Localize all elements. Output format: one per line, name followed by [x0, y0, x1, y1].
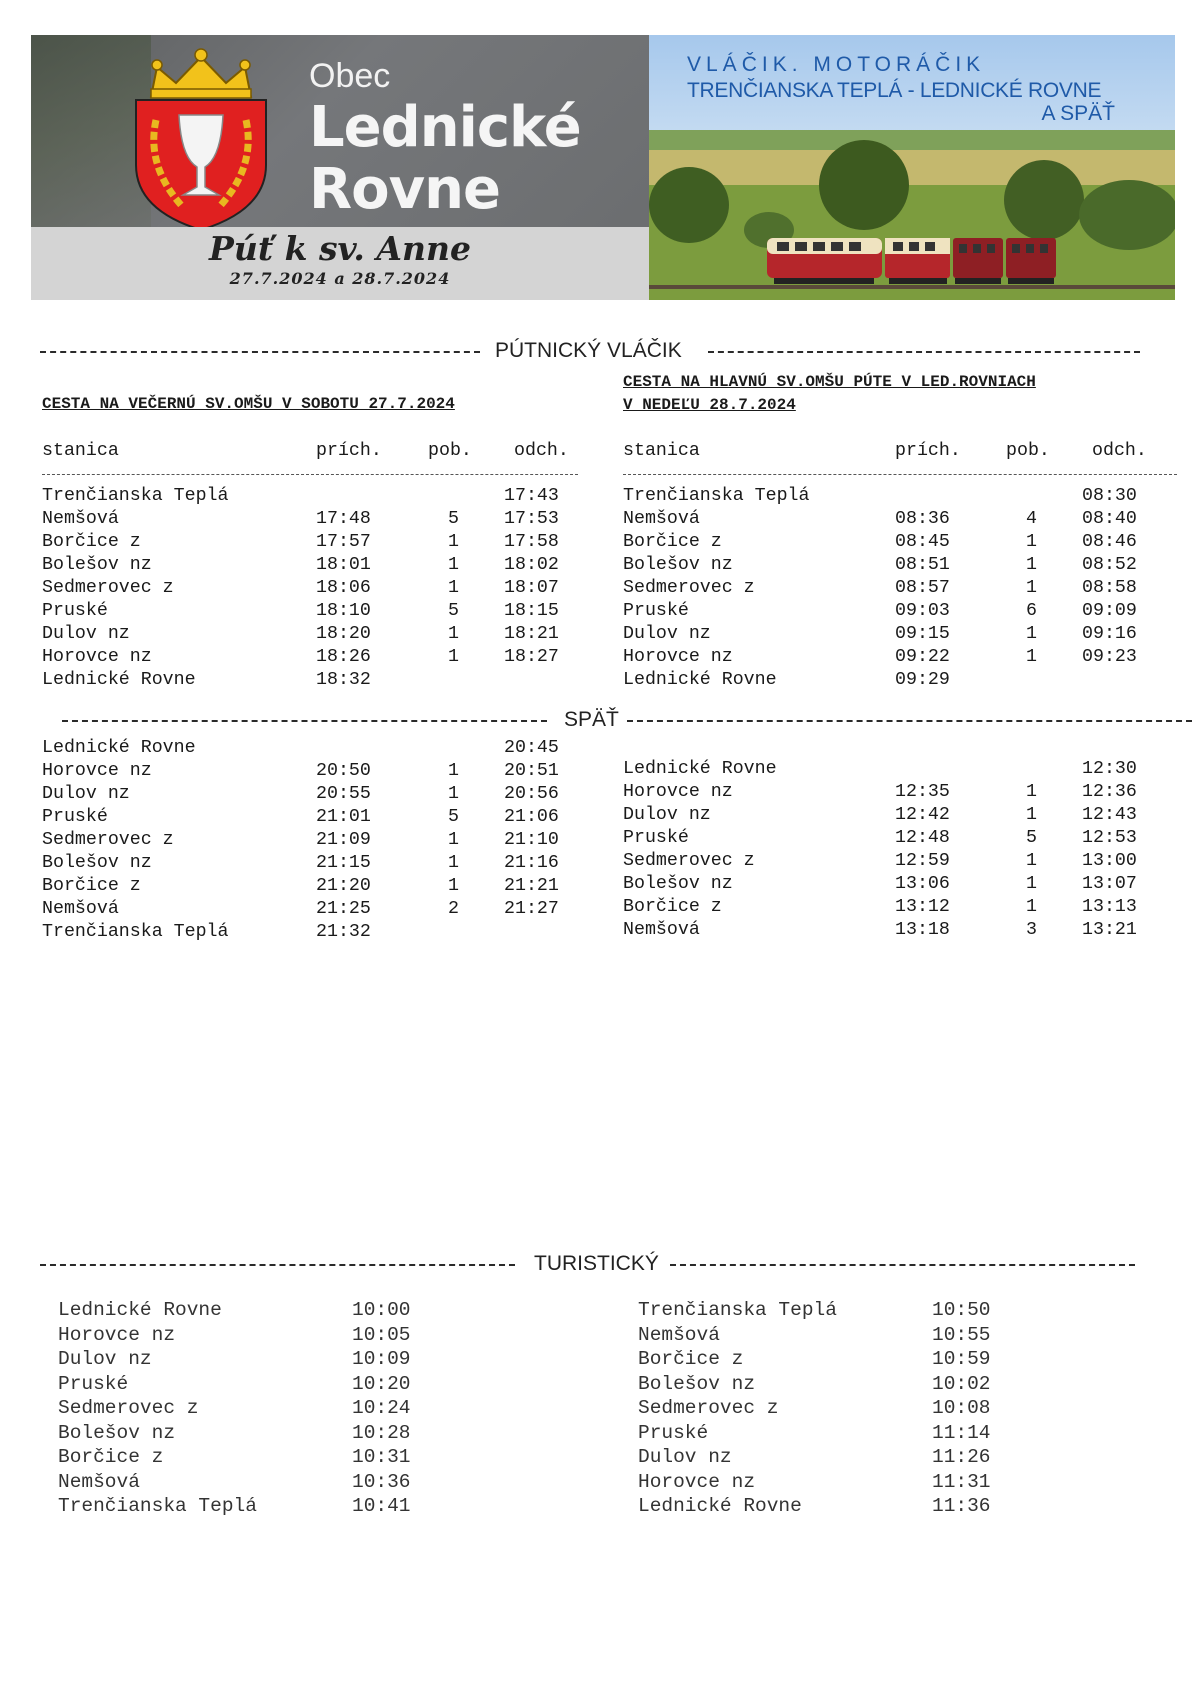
station-cell: Trenčianska Teplá	[42, 922, 229, 942]
station-cell: Dulov nz	[638, 1446, 732, 1468]
stop-cell: 1	[1026, 555, 1037, 575]
station-cell: Sedmerovec z	[42, 578, 174, 598]
station-cell: Dulov nz	[623, 805, 711, 825]
arrival-cell: 09:03	[895, 601, 950, 621]
station-cell: Bolešov nz	[42, 555, 152, 575]
departure-cell: 12:43	[1082, 805, 1137, 825]
col-stop: pob.	[428, 441, 472, 461]
table-row	[42, 806, 582, 829]
arrival-cell: 18:06	[316, 578, 371, 598]
col-arrival: prích.	[895, 441, 961, 461]
station-cell: Horovce nz	[623, 782, 733, 802]
time-cell: 10:28	[352, 1421, 411, 1444]
arrival-cell: 13:18	[895, 920, 950, 940]
station-cell: Lednické Rovne	[623, 759, 777, 779]
arrival-cell: 08:57	[895, 578, 950, 598]
stop-cell: 4	[1026, 509, 1037, 529]
sunday-header-separator	[623, 474, 1177, 475]
arrival-cell: 21:09	[316, 830, 371, 850]
arrival-cell: 09:15	[895, 624, 950, 644]
arrival-cell: 17:48	[316, 509, 371, 529]
station-cell: Dulov nz	[42, 624, 130, 644]
table-row	[58, 1396, 478, 1421]
station-cell: Bolešov nz	[623, 555, 733, 575]
table-row	[623, 508, 1183, 531]
table-row	[58, 1494, 478, 1519]
stop-cell: 1	[1026, 805, 1037, 825]
table-row	[623, 919, 1183, 942]
tourist-outbound-table	[58, 1298, 478, 1519]
train-title-line1: VLÁČIK. MOTORÁČIK	[687, 53, 986, 76]
arrival-cell: 21:25	[316, 899, 371, 919]
arrival-cell: 21:20	[316, 876, 371, 896]
stop-cell: 1	[448, 624, 459, 644]
time-cell: 10:50	[932, 1299, 991, 1321]
col-station: stanica	[623, 441, 700, 461]
section-title-pilgrim: PÚTNICKÝ VLÁČIK	[495, 339, 682, 362]
col-departure: odch.	[514, 441, 569, 461]
table-row	[58, 1421, 478, 1446]
departure-cell: 17:43	[504, 486, 559, 506]
station-cell: Nemšová	[58, 1470, 140, 1493]
col-station: stanica	[42, 441, 119, 461]
station-cell: Lednické Rovne	[42, 670, 196, 690]
table-row	[58, 1298, 478, 1323]
stop-cell: 1	[448, 532, 459, 552]
table-row	[638, 1372, 1058, 1397]
col-departure: odch.	[1092, 441, 1147, 461]
departure-cell: 21:16	[504, 853, 559, 873]
arrival-cell: 13:12	[895, 897, 950, 917]
station-cell: Pruské	[623, 828, 689, 848]
arrival-cell: 20:55	[316, 784, 371, 804]
table-row	[623, 827, 1183, 850]
arrival-cell: 08:51	[895, 555, 950, 575]
table-row	[623, 669, 1183, 692]
table-row	[623, 485, 1183, 508]
col-stop: pob.	[1006, 441, 1050, 461]
station-cell: Dulov nz	[623, 624, 711, 644]
table-row	[58, 1470, 478, 1495]
station-cell: Dulov nz	[42, 784, 130, 804]
station-cell: Nemšová	[638, 1323, 720, 1346]
arrival-cell: 13:06	[895, 874, 950, 894]
village-name-line1: Lednické	[309, 95, 581, 160]
station-cell: Borčice z	[623, 897, 722, 917]
station-cell: Nemšová	[42, 509, 119, 529]
station-cell: Horovce nz	[42, 761, 152, 781]
departure-cell: 18:21	[504, 624, 559, 644]
departure-cell: 18:07	[504, 578, 559, 598]
arrival-cell: 18:26	[316, 647, 371, 667]
station-cell: Bolešov nz	[58, 1421, 176, 1444]
station-cell: Nemšová	[42, 899, 119, 919]
table-row	[58, 1445, 478, 1470]
time-cell: 11:14	[932, 1421, 991, 1444]
station-cell: Borčice z	[42, 532, 141, 552]
departure-cell: 21:06	[504, 807, 559, 827]
station-cell: Sedmerovec z	[58, 1397, 199, 1419]
departure-cell: 20:56	[504, 784, 559, 804]
sunday-outbound-table	[623, 485, 1183, 692]
header-banner	[31, 35, 1175, 300]
coat-of-arms-icon	[121, 45, 281, 235]
table-row	[623, 873, 1183, 896]
departure-cell: 20:51	[504, 761, 559, 781]
village-name-line2: Rovne	[309, 157, 500, 222]
departure-cell: 20:45	[504, 738, 559, 758]
table-row	[58, 1323, 478, 1348]
station-cell: Bolešov nz	[638, 1372, 756, 1395]
table-row	[42, 669, 582, 692]
time-cell: 10:59	[932, 1348, 991, 1370]
table-row	[623, 623, 1183, 646]
table-row	[623, 896, 1183, 919]
table-row	[42, 577, 582, 600]
train-title-line2: TRENČIANSKA TEPLÁ - LEDNICKÉ ROVNE	[687, 79, 1102, 102]
table-row	[58, 1372, 478, 1397]
stop-cell: 1	[1026, 647, 1037, 667]
departure-cell: 18:27	[504, 647, 559, 667]
departure-cell: 18:15	[504, 601, 559, 621]
arrival-cell: 08:36	[895, 509, 950, 529]
stop-cell: 1	[448, 555, 459, 575]
stop-cell: 1	[448, 876, 459, 896]
arrival-cell: 12:48	[895, 828, 950, 848]
section-title-tourist: TURISTICKÝ	[534, 1252, 659, 1275]
station-cell: Borčice z	[638, 1348, 744, 1370]
pilgrimage-box	[31, 227, 649, 300]
table-row	[638, 1347, 1058, 1372]
arrival-cell: 17:57	[316, 532, 371, 552]
station-cell: Horovce nz	[42, 647, 152, 667]
arrival-cell: 18:20	[316, 624, 371, 644]
departure-cell: 13:13	[1082, 897, 1137, 917]
stop-cell: 1	[1026, 578, 1037, 598]
station-cell: Lednické Rovne	[58, 1299, 222, 1321]
station-cell: Horovce nz	[623, 647, 733, 667]
sunday-return-table	[623, 758, 1183, 942]
time-cell: 10:00	[352, 1299, 411, 1321]
train-banner	[649, 35, 1175, 300]
arrival-cell: 12:35	[895, 782, 950, 802]
table-row	[638, 1494, 1058, 1519]
table-row	[42, 531, 582, 554]
station-cell: Lednické Rovne	[638, 1495, 802, 1517]
arrival-cell: 21:32	[316, 922, 371, 942]
time-cell: 10:24	[352, 1397, 411, 1419]
station-cell: Trenčianska Teplá	[638, 1299, 837, 1321]
time-cell: 11:26	[932, 1446, 991, 1468]
departure-cell: 12:30	[1082, 759, 1137, 779]
table-row	[58, 1347, 478, 1372]
stop-cell: 1	[448, 761, 459, 781]
departure-cell: 09:16	[1082, 624, 1137, 644]
time-cell: 10:02	[932, 1372, 991, 1395]
departure-cell: 08:30	[1082, 486, 1137, 506]
station-cell: Trenčianska Teplá	[42, 486, 229, 506]
time-cell: 10:09	[352, 1348, 411, 1370]
departure-cell: 21:10	[504, 830, 559, 850]
obec-label: Obec	[309, 57, 391, 95]
departure-cell: 17:58	[504, 532, 559, 552]
arrival-cell: 18:10	[316, 601, 371, 621]
table-row	[42, 623, 582, 646]
arrival-cell: 18:32	[316, 670, 371, 690]
table-row	[42, 737, 582, 760]
sunday-heading-line2: V NEDEĽU 28.7.2024	[623, 396, 796, 414]
table-row	[42, 852, 582, 875]
table-row	[638, 1396, 1058, 1421]
departure-cell: 13:07	[1082, 874, 1137, 894]
stop-cell: 5	[448, 509, 459, 529]
station-cell: Trenčianska Teplá	[623, 486, 810, 506]
table-row	[42, 898, 582, 921]
pilgrimage-title: Púť k sv. Anne	[209, 229, 471, 268]
departure-cell: 08:52	[1082, 555, 1137, 575]
stop-cell: 1	[448, 578, 459, 598]
stop-cell: 1	[1026, 782, 1037, 802]
train-title-line3: A SPÄŤ	[1041, 102, 1115, 125]
table-row	[623, 850, 1183, 873]
station-cell: Horovce nz	[638, 1470, 756, 1493]
station-cell: Horovce nz	[58, 1323, 176, 1346]
station-cell: Lednické Rovne	[42, 738, 196, 758]
stop-cell: 3	[1026, 920, 1037, 940]
arrival-cell: 21:01	[316, 807, 371, 827]
time-cell: 10:41	[352, 1495, 411, 1517]
time-cell: 11:36	[932, 1495, 991, 1517]
village-banner	[31, 35, 649, 300]
station-cell: Borčice z	[623, 532, 722, 552]
stop-cell: 1	[1026, 624, 1037, 644]
table-row	[638, 1323, 1058, 1348]
table-row	[623, 646, 1183, 669]
station-cell: Sedmerovec z	[638, 1397, 779, 1419]
station-cell: Bolešov nz	[623, 874, 733, 894]
station-cell: Bolešov nz	[42, 853, 152, 873]
departure-cell: 08:46	[1082, 532, 1137, 552]
stop-cell: 1	[448, 853, 459, 873]
station-cell: Sedmerovec z	[623, 851, 755, 871]
sunday-column-headers	[623, 440, 1183, 463]
station-cell: Nemšová	[623, 509, 700, 529]
table-row	[623, 554, 1183, 577]
sunday-heading-line1: CESTA NA HLAVNÚ SV.OMŠU PÚTE V LED.ROVNIACH	[623, 373, 1036, 391]
station-cell: Pruské	[623, 601, 689, 621]
arrival-cell: 09:29	[895, 670, 950, 690]
table-row	[623, 577, 1183, 600]
table-row	[623, 531, 1183, 554]
table-row	[42, 875, 582, 898]
station-cell: Lednické Rovne	[623, 670, 777, 690]
table-row	[623, 781, 1183, 804]
station-cell: Pruské	[42, 601, 108, 621]
table-row	[638, 1445, 1058, 1470]
saturday-heading: CESTA NA VEČERNÚ SV.OMŠU V SOBOTU 27.7.2024	[42, 395, 455, 413]
arrival-cell: 18:01	[316, 555, 371, 575]
station-cell: Borčice z	[42, 876, 141, 896]
station-cell: Pruské	[42, 807, 108, 827]
pilgrimage-dates: 27.7.2024 a 28.7.2024	[229, 269, 451, 288]
table-row	[42, 829, 582, 852]
departure-cell: 08:40	[1082, 509, 1137, 529]
station-cell: Pruské	[638, 1421, 709, 1444]
table-row	[42, 646, 582, 669]
departure-cell: 08:58	[1082, 578, 1137, 598]
departure-cell: 21:27	[504, 899, 559, 919]
stop-cell: 5	[1026, 828, 1037, 848]
time-cell: 10:31	[352, 1446, 411, 1468]
stop-cell: 1	[448, 784, 459, 804]
station-cell: Nemšová	[623, 920, 700, 940]
time-cell: 10:36	[352, 1470, 411, 1493]
table-row	[42, 783, 582, 806]
stop-cell: 1	[1026, 532, 1037, 552]
time-cell: 11:31	[932, 1470, 991, 1493]
arrival-cell: 12:42	[895, 805, 950, 825]
table-row	[623, 758, 1183, 781]
station-cell: Sedmerovec z	[623, 578, 755, 598]
time-cell: 10:05	[352, 1323, 411, 1346]
section-divider-back	[62, 708, 1132, 734]
table-row	[42, 760, 582, 783]
time-cell: 10:20	[352, 1372, 411, 1395]
stop-cell: 5	[448, 601, 459, 621]
stop-cell: 1	[1026, 897, 1037, 917]
stop-cell: 6	[1026, 601, 1037, 621]
station-cell: Sedmerovec z	[42, 830, 174, 850]
section-divider-pilgrim	[40, 339, 1140, 365]
departure-cell: 13:00	[1082, 851, 1137, 871]
table-row	[638, 1298, 1058, 1323]
section-divider-tourist	[40, 1252, 1135, 1278]
table-row	[42, 921, 582, 944]
stop-cell: 2	[448, 899, 459, 919]
station-cell: Pruské	[58, 1372, 129, 1395]
departure-cell: 12:53	[1082, 828, 1137, 848]
arrival-cell: 20:50	[316, 761, 371, 781]
saturday-outbound-table	[42, 485, 582, 692]
table-row	[42, 508, 582, 531]
departure-cell: 21:21	[504, 876, 559, 896]
tourist-return-table	[638, 1298, 1058, 1519]
stop-cell: 1	[448, 647, 459, 667]
departure-cell: 09:23	[1082, 647, 1137, 667]
saturday-column-headers	[42, 440, 582, 463]
table-row	[42, 600, 582, 623]
departure-cell: 17:53	[504, 509, 559, 529]
departure-cell: 18:02	[504, 555, 559, 575]
station-cell: Dulov nz	[58, 1348, 152, 1370]
time-cell: 10:08	[932, 1397, 991, 1419]
table-row	[42, 554, 582, 577]
departure-cell: 09:09	[1082, 601, 1137, 621]
station-cell: Borčice z	[58, 1446, 164, 1468]
table-row	[42, 485, 582, 508]
arrival-cell: 12:59	[895, 851, 950, 871]
stop-cell: 1	[1026, 851, 1037, 871]
table-row	[638, 1421, 1058, 1446]
col-arrival: prích.	[316, 441, 382, 461]
departure-cell: 12:36	[1082, 782, 1137, 802]
saturday-header-separator	[42, 474, 578, 475]
saturday-return-table	[42, 737, 582, 944]
arrival-cell: 09:22	[895, 647, 950, 667]
stop-cell: 5	[448, 807, 459, 827]
time-cell: 10:55	[932, 1323, 991, 1346]
arrival-cell: 21:15	[316, 853, 371, 873]
section-title-back: SPÄŤ	[564, 708, 619, 731]
table-row	[638, 1470, 1058, 1495]
arrival-cell: 08:45	[895, 532, 950, 552]
train-photo-icon	[649, 130, 1175, 300]
departure-cell: 13:21	[1082, 920, 1137, 940]
station-cell: Trenčianska Teplá	[58, 1495, 257, 1517]
table-row	[623, 600, 1183, 623]
table-row	[623, 804, 1183, 827]
stop-cell: 1	[448, 830, 459, 850]
stop-cell: 1	[1026, 874, 1037, 894]
